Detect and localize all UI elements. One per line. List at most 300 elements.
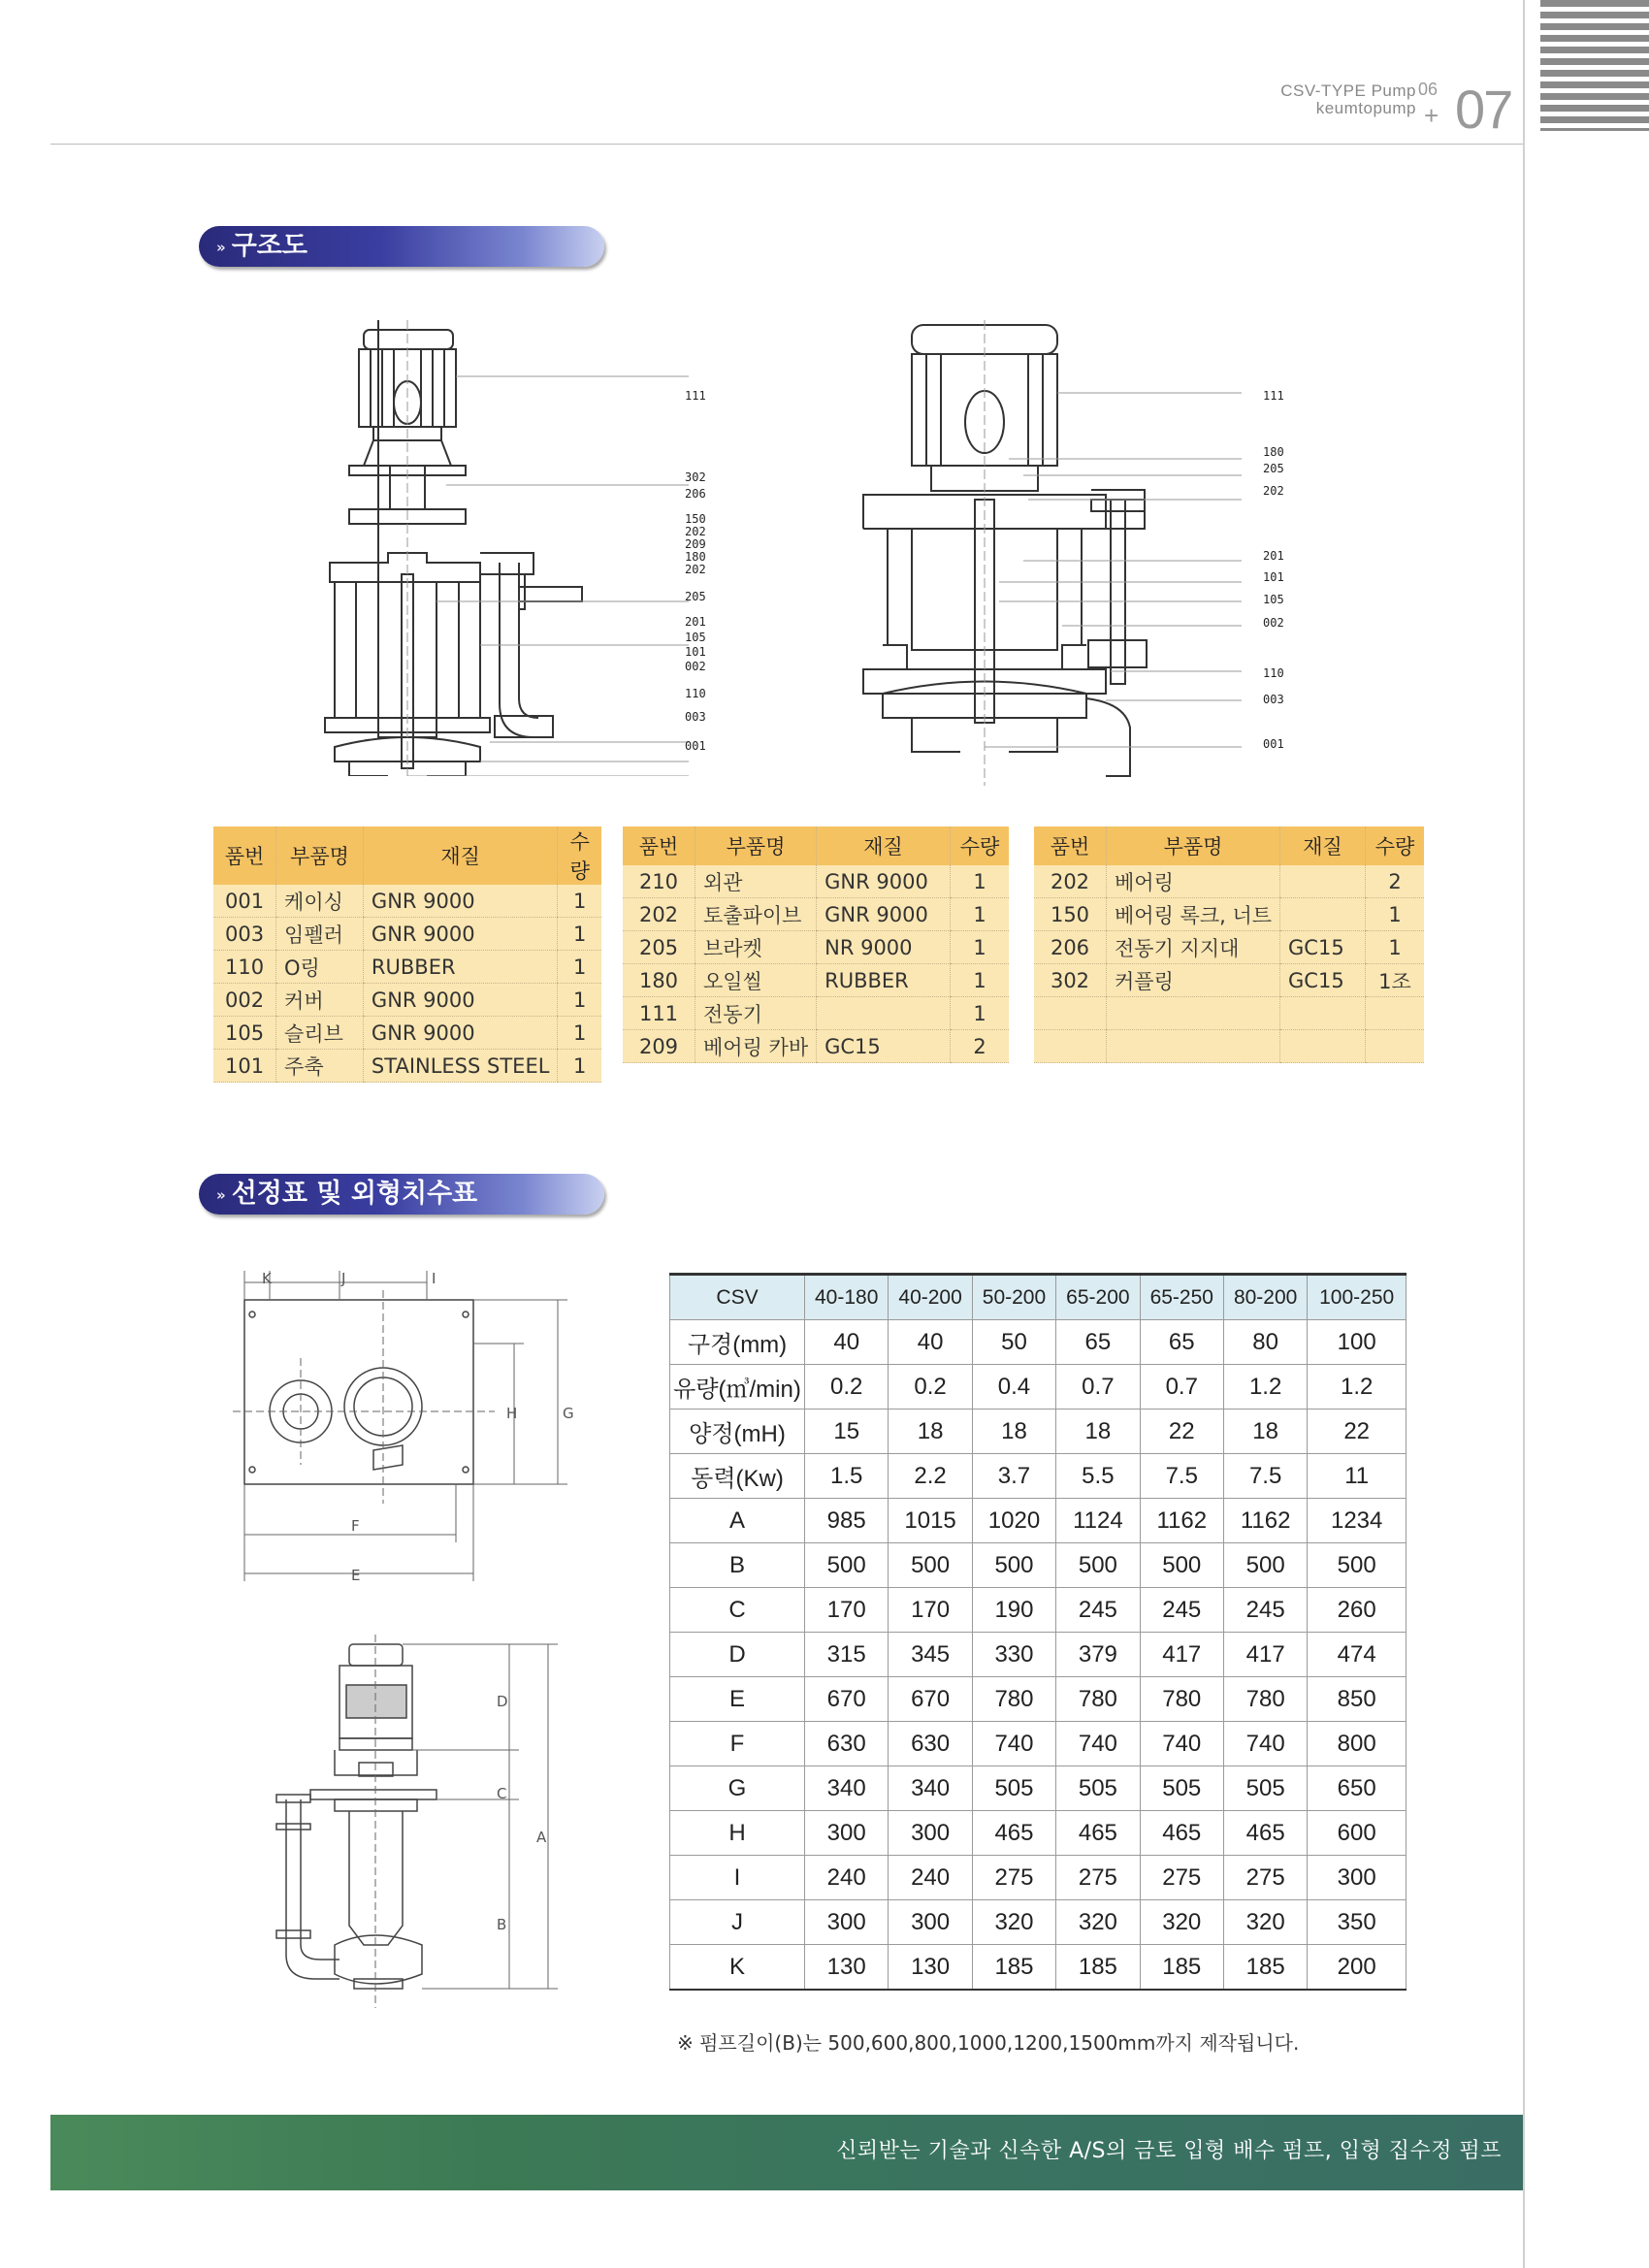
spec-cell: 300 — [805, 1811, 889, 1856]
spec-cell: 1.2 — [1223, 1365, 1307, 1409]
part-name: 브라켓 — [695, 931, 817, 964]
spec-row-label: D — [670, 1633, 805, 1677]
spec-cell: 240 — [805, 1856, 889, 1900]
spec-cell: 7.5 — [1140, 1454, 1223, 1499]
spec-cell: 630 — [805, 1722, 889, 1766]
spec-cell: 240 — [889, 1856, 972, 1900]
spec-cell: 5.5 — [1056, 1454, 1140, 1499]
col-header-qty: 수량 — [951, 826, 1010, 865]
side-view-dimension-drawing — [228, 1635, 587, 2061]
spec-row — [670, 1766, 1406, 1811]
spec-cell: 275 — [1223, 1856, 1307, 1900]
part-name: 토출파이브 — [695, 898, 817, 931]
spec-cell: 505 — [1056, 1766, 1140, 1811]
part-name: 오일씰 — [695, 964, 817, 997]
spec-cell: 670 — [805, 1677, 889, 1722]
spec-row-label: G — [670, 1766, 805, 1811]
part-no: 202 — [623, 898, 695, 931]
spec-cell: 1015 — [889, 1499, 972, 1543]
spec-row-label: B — [670, 1543, 805, 1588]
part-no — [1034, 997, 1107, 1030]
spec-cell: 315 — [805, 1633, 889, 1677]
part-name: 케이싱 — [276, 885, 364, 918]
top-view-dimension-drawing — [233, 1271, 592, 1601]
spec-row — [670, 1811, 1406, 1856]
part-material — [1280, 865, 1366, 898]
spec-cell: 185 — [972, 1945, 1055, 1991]
callout-left-002: 002 — [685, 660, 706, 673]
part-qty — [1366, 997, 1425, 1030]
spec-cell: 465 — [1056, 1811, 1140, 1856]
spec-row — [670, 1543, 1406, 1588]
part-name: 커버 — [276, 984, 364, 1017]
section-title-text: 구조도 — [231, 231, 307, 261]
table-row — [1034, 1030, 1424, 1063]
header-divider — [50, 144, 1523, 145]
part-material: STAINLESS STEEL — [363, 1050, 558, 1083]
spec-cell: 11 — [1308, 1454, 1406, 1499]
spec-cell: 345 — [889, 1633, 972, 1677]
page-number-prev: 06 — [1418, 80, 1439, 99]
dim-label-h: H — [506, 1405, 518, 1422]
part-qty: 1 — [1366, 931, 1425, 964]
spec-cell: 275 — [1140, 1856, 1223, 1900]
spec-table — [669, 1273, 1406, 1991]
spec-row — [670, 1588, 1406, 1633]
callout-right-111: 111 — [1263, 389, 1284, 403]
spec-cell: 465 — [1223, 1811, 1307, 1856]
part-no: 180 — [623, 964, 695, 997]
spec-cell: 417 — [1140, 1633, 1223, 1677]
part-name: 주축 — [276, 1050, 364, 1083]
pump-cross-section-left — [310, 320, 737, 776]
dim-label-i: I — [432, 1270, 436, 1287]
page-number — [1418, 79, 1512, 140]
part-name: 전동기 지지대 — [1107, 931, 1280, 964]
header-title — [1212, 82, 1416, 117]
part-name: O링 — [276, 951, 364, 984]
spec-row-label: C — [670, 1588, 805, 1633]
spec-cell: 300 — [889, 1811, 972, 1856]
table-row — [213, 885, 601, 918]
spec-cell: 500 — [1223, 1543, 1307, 1588]
col-header-no: 품번 — [1034, 826, 1107, 865]
spec-cell: 260 — [1308, 1588, 1406, 1633]
spec-cell: 18 — [1056, 1409, 1140, 1454]
part-no: 202 — [1034, 865, 1107, 898]
part-no: 302 — [1034, 964, 1107, 997]
part-material: NR 9000 — [817, 931, 951, 964]
page-plus: + — [1424, 101, 1439, 130]
part-qty: 1 — [951, 898, 1010, 931]
table-row — [1034, 964, 1424, 997]
callout-right-001: 001 — [1263, 737, 1284, 751]
spec-cell: 800 — [1308, 1722, 1406, 1766]
spec-row-label: 동력(Kw) — [670, 1454, 805, 1499]
part-qty: 1 — [558, 1017, 601, 1050]
spec-cell: 3.7 — [972, 1454, 1055, 1499]
part-material: RUBBER — [817, 964, 951, 997]
table-row — [1034, 997, 1424, 1030]
table-row — [213, 918, 601, 951]
part-name: 외관 — [695, 865, 817, 898]
spec-cell: 340 — [889, 1766, 972, 1811]
col-header-qty: 수량 — [1366, 826, 1425, 865]
callout-left-180: 180 — [685, 550, 706, 564]
spec-cell: 320 — [972, 1900, 1055, 1945]
spec-cell: 474 — [1308, 1633, 1406, 1677]
part-no: 209 — [623, 1030, 695, 1063]
spec-cell: 100 — [1308, 1320, 1406, 1365]
spec-row — [670, 1633, 1406, 1677]
table-row — [623, 964, 1009, 997]
spec-row-label: J — [670, 1900, 805, 1945]
part-material — [817, 997, 951, 1030]
spec-cell: 780 — [1223, 1677, 1307, 1722]
table-header-row — [213, 826, 601, 885]
spec-row-label: 유량(㎥/min) — [670, 1365, 805, 1409]
col-header-name: 부품명 — [1107, 826, 1280, 865]
spec-cell: 40 — [805, 1320, 889, 1365]
callout-left-205: 205 — [685, 590, 706, 603]
spec-cell: 15 — [805, 1409, 889, 1454]
spec-cell: 18 — [972, 1409, 1055, 1454]
footer-banner — [50, 2115, 1523, 2190]
dim-label-b: B — [497, 1916, 507, 1933]
spec-row — [670, 1409, 1406, 1454]
callout-right-002: 002 — [1263, 616, 1284, 630]
part-qty: 1 — [558, 951, 601, 984]
spec-cell: 320 — [1223, 1900, 1307, 1945]
spec-cell: 740 — [1140, 1722, 1223, 1766]
part-name: 슬리브 — [276, 1017, 364, 1050]
parts-table-2 — [623, 826, 1009, 1063]
spec-cell: 465 — [1140, 1811, 1223, 1856]
dim-label-d: D — [497, 1693, 508, 1710]
spec-cell: 650 — [1308, 1766, 1406, 1811]
spec-cell: 1.5 — [805, 1454, 889, 1499]
spec-row-label: E — [670, 1677, 805, 1722]
callout-left-206: 206 — [685, 487, 706, 501]
part-material: GNR 9000 — [363, 885, 558, 918]
spec-row-label: 양정(mH) — [670, 1409, 805, 1454]
part-qty: 1 — [558, 1050, 601, 1083]
spec-col-header: 65-200 — [1056, 1275, 1140, 1320]
spec-row — [670, 1454, 1406, 1499]
dim-label-j: J — [341, 1270, 346, 1287]
spec-cell: 417 — [1223, 1633, 1307, 1677]
callout-left-150: 150 — [685, 512, 706, 526]
spec-cell: 740 — [1223, 1722, 1307, 1766]
table-row — [623, 865, 1009, 898]
callout-left-202: 202 — [685, 525, 706, 538]
col-header-material: 재질 — [817, 826, 951, 865]
section-title-text: 선정표 및 외형치수표 — [231, 1179, 478, 1209]
part-name: 전동기 — [695, 997, 817, 1030]
spec-col-header: 40-180 — [805, 1275, 889, 1320]
spec-cell: 1162 — [1140, 1499, 1223, 1543]
spec-cell: 170 — [889, 1588, 972, 1633]
callout-right-105: 105 — [1263, 593, 1284, 606]
spec-cell: 2.2 — [889, 1454, 972, 1499]
spec-cell: 18 — [889, 1409, 972, 1454]
spec-cell: 1234 — [1308, 1499, 1406, 1543]
part-no: 205 — [623, 931, 695, 964]
part-qty: 1 — [558, 984, 601, 1017]
callout-left-201: 201 — [685, 615, 706, 629]
spec-cell: 0.4 — [972, 1365, 1055, 1409]
spec-row — [670, 1856, 1406, 1900]
spec-cell: 600 — [1308, 1811, 1406, 1856]
part-no: 110 — [213, 951, 276, 984]
col-header-material: 재질 — [1280, 826, 1366, 865]
spec-cell: 500 — [1140, 1543, 1223, 1588]
spec-cell: 505 — [972, 1766, 1055, 1811]
spec-cell: 1162 — [1223, 1499, 1307, 1543]
spec-cell: 500 — [889, 1543, 972, 1588]
dim-label-g: G — [563, 1405, 574, 1422]
dim-label-a: A — [536, 1829, 547, 1846]
part-qty: 2 — [1366, 865, 1425, 898]
parts-table-1 — [213, 826, 601, 1083]
spec-cell: 780 — [1140, 1677, 1223, 1722]
spec-cell: 1.2 — [1308, 1365, 1406, 1409]
spec-cell: 300 — [889, 1900, 972, 1945]
spec-cell: 780 — [1056, 1677, 1140, 1722]
col-header-name: 부품명 — [276, 826, 364, 885]
part-no: 003 — [213, 918, 276, 951]
part-material: GNR 9000 — [363, 918, 558, 951]
table-row — [213, 1017, 601, 1050]
spec-cell: 0.7 — [1056, 1365, 1140, 1409]
spec-cell: 245 — [1140, 1588, 1223, 1633]
double-chevron-icon: » — [216, 1185, 226, 1204]
spec-row — [670, 1900, 1406, 1945]
dim-label-c: C — [497, 1785, 507, 1802]
part-qty: 1 — [951, 964, 1010, 997]
dim-label-e: E — [351, 1567, 361, 1584]
part-material: GC15 — [817, 1030, 951, 1063]
callout-right-201: 201 — [1263, 549, 1284, 563]
part-qty: 1조 — [1366, 964, 1425, 997]
spec-cell: 670 — [889, 1677, 972, 1722]
page-edge-line — [1523, 0, 1525, 2268]
part-material: GNR 9000 — [817, 898, 951, 931]
part-name — [1107, 997, 1280, 1030]
footer-slogan: 신뢰받는 기술과 신속한 A/S의 금토 입형 배수 펌프, 입형 집수정 펌프 — [836, 2139, 1502, 2163]
spec-cell: 330 — [972, 1633, 1055, 1677]
callout-right-205: 205 — [1263, 462, 1284, 475]
spec-col-header: 40-200 — [889, 1275, 972, 1320]
spec-cell: 245 — [1223, 1588, 1307, 1633]
spec-cell: 65 — [1056, 1320, 1140, 1365]
spec-cell: 350 — [1308, 1900, 1406, 1945]
corner-stripes — [1540, 0, 1649, 131]
table-header-row — [623, 826, 1009, 865]
spec-row — [670, 1945, 1406, 1991]
spec-cell: 850 — [1308, 1677, 1406, 1722]
spec-cell: 275 — [1056, 1856, 1140, 1900]
callout-left-209: 209 — [685, 537, 706, 551]
part-material: GC15 — [1280, 964, 1366, 997]
callout-left-111: 111 — [685, 389, 706, 403]
spec-col-header: 100-250 — [1308, 1275, 1406, 1320]
part-name: 커플링 — [1107, 964, 1280, 997]
part-material: RUBBER — [363, 951, 558, 984]
part-material — [1280, 1030, 1366, 1063]
spec-row-label: F — [670, 1722, 805, 1766]
section-title-selection — [199, 1174, 604, 1215]
table-row — [213, 1050, 601, 1083]
spec-cell: 40 — [889, 1320, 972, 1365]
callout-left-105: 105 — [685, 631, 706, 644]
table-row — [623, 931, 1009, 964]
header-line2: keumtopump — [1315, 99, 1416, 117]
table-row — [1034, 898, 1424, 931]
spec-cell: 185 — [1223, 1945, 1307, 1991]
col-header-name: 부품명 — [695, 826, 817, 865]
spec-cell: 500 — [1308, 1543, 1406, 1588]
part-no: 210 — [623, 865, 695, 898]
dim-label-k: K — [262, 1270, 272, 1287]
spec-cell: 465 — [972, 1811, 1055, 1856]
spec-cell: 130 — [889, 1945, 972, 1991]
table-row — [623, 898, 1009, 931]
col-header-qty: 수량 — [558, 826, 601, 885]
spec-col-header: 50-200 — [972, 1275, 1055, 1320]
spec-row — [670, 1320, 1406, 1365]
part-name — [1107, 1030, 1280, 1063]
callout-right-101: 101 — [1263, 570, 1284, 584]
spec-cell: 340 — [805, 1766, 889, 1811]
spec-cell: 505 — [1140, 1766, 1223, 1811]
part-qty: 1 — [558, 885, 601, 918]
spec-row — [670, 1722, 1406, 1766]
spec-cell: 275 — [972, 1856, 1055, 1900]
spec-cell: 630 — [889, 1722, 972, 1766]
part-qty: 1 — [951, 997, 1010, 1030]
spec-cell: 320 — [1056, 1900, 1140, 1945]
spec-row — [670, 1365, 1406, 1409]
spec-cell: 780 — [972, 1677, 1055, 1722]
spec-cell: 80 — [1223, 1320, 1307, 1365]
table-header-row — [1034, 826, 1424, 865]
spec-cell: 170 — [805, 1588, 889, 1633]
table-row — [213, 984, 601, 1017]
table-row — [1034, 931, 1424, 964]
part-no: 206 — [1034, 931, 1107, 964]
spec-cell: 50 — [972, 1320, 1055, 1365]
part-material: GNR 9000 — [363, 1017, 558, 1050]
spec-col-header: 65-250 — [1140, 1275, 1223, 1320]
part-name: 베어링 — [1107, 865, 1280, 898]
table-row — [623, 997, 1009, 1030]
spec-cell: 500 — [805, 1543, 889, 1588]
spec-cell: 0.7 — [1140, 1365, 1223, 1409]
spec-row-label: H — [670, 1811, 805, 1856]
page-number-current: 07 — [1455, 79, 1512, 140]
table-row — [623, 1030, 1009, 1063]
part-name: 베어링 카바 — [695, 1030, 817, 1063]
spec-cell: 0.2 — [889, 1365, 972, 1409]
part-no: 001 — [213, 885, 276, 918]
part-name: 베어링 록크, 너트 — [1107, 898, 1280, 931]
spec-row-label: K — [670, 1945, 805, 1991]
header-line1: CSV-TYPE Pump — [1280, 81, 1416, 100]
part-material — [1280, 997, 1366, 1030]
callout-left-202b: 202 — [685, 563, 706, 576]
callout-right-180: 180 — [1263, 445, 1284, 459]
callout-right-003: 003 — [1263, 693, 1284, 706]
part-material: GC15 — [1280, 931, 1366, 964]
spec-row-label: I — [670, 1856, 805, 1900]
callout-left-001: 001 — [685, 739, 706, 753]
callout-left-110: 110 — [685, 687, 706, 700]
spec-cell: 7.5 — [1223, 1454, 1307, 1499]
callout-left-101: 101 — [685, 645, 706, 659]
dim-label-f: F — [351, 1517, 360, 1535]
spec-cell: 18 — [1223, 1409, 1307, 1454]
spec-cell: 320 — [1140, 1900, 1223, 1945]
part-material — [1280, 898, 1366, 931]
col-header-no: 품번 — [623, 826, 695, 865]
part-qty — [1366, 1030, 1425, 1063]
callout-right-110: 110 — [1263, 666, 1284, 680]
spec-cell: 740 — [972, 1722, 1055, 1766]
callout-left-003: 003 — [685, 710, 706, 724]
spec-cell: 0.2 — [805, 1365, 889, 1409]
spec-cell: 740 — [1056, 1722, 1140, 1766]
spec-row — [670, 1499, 1406, 1543]
part-qty: 1 — [1366, 898, 1425, 931]
spec-cell: 379 — [1056, 1633, 1140, 1677]
spec-cell: 245 — [1056, 1588, 1140, 1633]
part-no: 101 — [213, 1050, 276, 1083]
part-no: 002 — [213, 984, 276, 1017]
spec-row-label: 구경(mm) — [670, 1320, 805, 1365]
spec-header-row — [670, 1275, 1406, 1320]
spec-cell: 500 — [972, 1543, 1055, 1588]
spec-cell: 1020 — [972, 1499, 1055, 1543]
part-qty: 1 — [951, 865, 1010, 898]
part-qty: 1 — [951, 931, 1010, 964]
part-no: 111 — [623, 997, 695, 1030]
spec-cell: 505 — [1223, 1766, 1307, 1811]
part-qty: 1 — [558, 918, 601, 951]
part-name: 임펠러 — [276, 918, 364, 951]
part-material: GNR 9000 — [817, 865, 951, 898]
table-row — [213, 951, 601, 984]
spec-cell: 300 — [1308, 1856, 1406, 1900]
spec-cell: 500 — [1056, 1543, 1140, 1588]
spec-cell: 985 — [805, 1499, 889, 1543]
spec-col-header: CSV — [670, 1275, 805, 1320]
section-title-structure — [199, 226, 604, 267]
callout-right-202: 202 — [1263, 484, 1284, 498]
spec-cell: 300 — [805, 1900, 889, 1945]
part-no: 105 — [213, 1017, 276, 1050]
spec-cell: 65 — [1140, 1320, 1223, 1365]
spec-col-header: 80-200 — [1223, 1275, 1307, 1320]
spec-cell: 22 — [1308, 1409, 1406, 1454]
spec-cell: 190 — [972, 1588, 1055, 1633]
spec-cell: 185 — [1056, 1945, 1140, 1991]
parts-table-3 — [1034, 826, 1424, 1063]
part-material: GNR 9000 — [363, 984, 558, 1017]
spec-cell: 200 — [1308, 1945, 1406, 1991]
part-qty: 2 — [951, 1030, 1010, 1063]
spec-cell: 1124 — [1056, 1499, 1140, 1543]
